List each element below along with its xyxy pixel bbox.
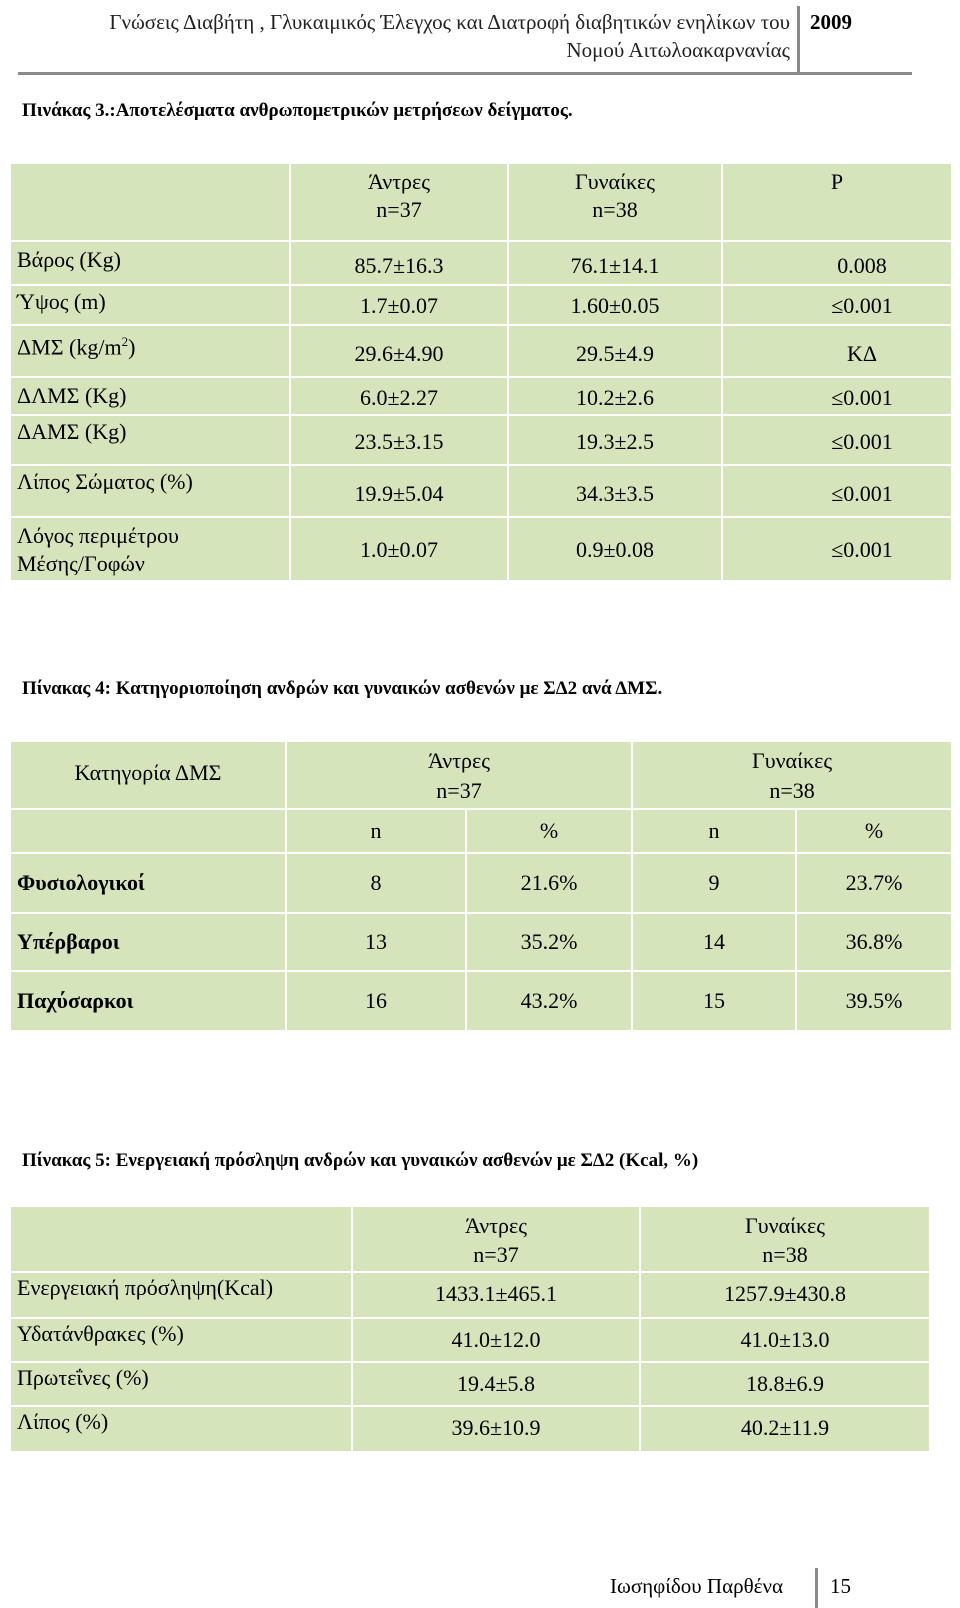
- cell-p: ≤0.001: [722, 465, 952, 517]
- table-header-empty: [10, 1206, 352, 1272]
- table-row: [10, 517, 952, 581]
- cell-women-pct: 39.5%: [796, 971, 952, 1031]
- col-header-category: Κατηγορία ΔΜΣ: [10, 741, 286, 809]
- cell-men: 6.0±2.27: [290, 377, 508, 415]
- col-header-men: [290, 163, 508, 241]
- subheader-men-pct: %: [466, 809, 632, 853]
- cell-men-n: 16: [286, 971, 466, 1031]
- table-row: [10, 325, 952, 377]
- row-label: Φυσιολογικοί: [10, 853, 286, 913]
- row-label: Λίπος Σώματος (%): [10, 465, 290, 517]
- cell-men-n: 13: [286, 913, 466, 971]
- cell-p: ΚΔ: [722, 325, 952, 377]
- header-title-line2: Νομού Αιτωλοακαρνανίας: [566, 38, 790, 62]
- cell-women: 1257.9±430.8: [640, 1272, 930, 1318]
- table-row: [10, 285, 952, 325]
- cell-women: 0.9±0.08: [508, 517, 722, 581]
- cell-women-pct: 23.7%: [796, 853, 952, 913]
- table-row: [10, 913, 952, 971]
- col-header-men-label: Άντρες: [428, 748, 490, 773]
- cell-women: 34.3±3.5: [508, 465, 722, 517]
- row-label: Λίπος (%): [10, 1406, 352, 1452]
- table3: [9, 162, 953, 582]
- cell-women: 41.0±13.0: [640, 1318, 930, 1362]
- footer-author: Ιωσηφίδου Παρθένα: [610, 1574, 783, 1598]
- table-subheader-row: [10, 809, 952, 853]
- cell-p: ≤0.001: [722, 415, 952, 465]
- cell-women-n: 14: [632, 913, 796, 971]
- row-label: Υπέρβαροι: [10, 913, 286, 971]
- table-row: [10, 465, 952, 517]
- cell-men: 29.6±4.90: [290, 325, 508, 377]
- col-header-men-n: n=37: [436, 778, 482, 803]
- col-header-women: [632, 741, 952, 809]
- cell-men: 1.0±0.07: [290, 517, 508, 581]
- table-row: [10, 1362, 930, 1406]
- table-header-row: [10, 741, 952, 809]
- col-header-women-n: n=38: [769, 778, 815, 803]
- col-header-men-n: n=37: [473, 1242, 519, 1267]
- cell-men: 23.5±3.15: [290, 415, 508, 465]
- table-header-row: [10, 1206, 930, 1272]
- cell-women: 10.2±2.6: [508, 377, 722, 415]
- cell-women: 1.60±0.05: [508, 285, 722, 325]
- col-header-men-label: Άντρες: [465, 1213, 527, 1238]
- col-header-men: [352, 1206, 640, 1272]
- cell-women: 19.3±2.5: [508, 415, 722, 465]
- subheader-men-n: n: [286, 809, 466, 853]
- row-label: Βάρος (Kg): [10, 241, 290, 285]
- table-row: [10, 1318, 930, 1362]
- col-header-women-n: n=38: [762, 1242, 808, 1267]
- col-header-women: [640, 1206, 930, 1272]
- cell-women-pct: 36.8%: [796, 913, 952, 971]
- cell-men: 41.0±12.0: [352, 1318, 640, 1362]
- table-header-row: [10, 163, 952, 241]
- col-header-p: P: [722, 163, 952, 241]
- row-label-line1: Λόγος περιμέτρου: [17, 523, 179, 548]
- row-label: ΔΑΜΣ (Kg): [10, 415, 290, 465]
- table5-caption: Πίνακας 5: Ενεργειακή πρόσληψη ανδρών και γυναικών ασθενών με ΣΔ2 (Kcal, %): [22, 1150, 699, 1171]
- col-header-women-label: Γυναίκες: [574, 169, 656, 194]
- table-header-empty: [10, 163, 290, 241]
- row-label: [10, 325, 290, 377]
- cell-men: 85.7±16.3: [290, 241, 508, 285]
- cell-p: ≤0.001: [722, 517, 952, 581]
- row-label-line2: Μέσης/Γοφών: [17, 551, 145, 576]
- col-header-women-label: Γυναίκες: [744, 1213, 826, 1238]
- subheader-women-pct: %: [796, 809, 952, 853]
- col-header-men: [286, 741, 632, 809]
- cell-p: ≤0.001: [722, 285, 952, 325]
- cell-p: ≤0.001: [722, 377, 952, 415]
- table4-caption: Πίνακας 4: Κατηγοριοποίηση ανδρών και γυναικών ασθενών με ΣΔ2 ανά ΔΜΣ.: [22, 678, 663, 699]
- row-label-sup: 2: [121, 334, 129, 349]
- subheader-empty: [10, 809, 286, 853]
- subheader-women-n: n: [632, 809, 796, 853]
- row-label: Ενεργειακή πρόσληψη(Kcal): [10, 1272, 352, 1318]
- cell-women: 40.2±11.9: [640, 1406, 930, 1452]
- table3-caption: Πινάκας 3.:Αποτελέσματα ανθρωπομετρικών μετρήσεων δείγματος.: [22, 100, 573, 121]
- footer-divider: [815, 1568, 818, 1608]
- table-row: [10, 1272, 930, 1318]
- cell-men: 1433.1±465.1: [352, 1272, 640, 1318]
- row-label: Πρωτεΐνες (%): [10, 1362, 352, 1406]
- row-label: Παχύσαρκοι: [10, 971, 286, 1031]
- cell-men-pct: 21.6%: [466, 853, 632, 913]
- table5: [9, 1205, 931, 1453]
- col-header-women-n: n=38: [592, 197, 638, 222]
- table-row: [10, 415, 952, 465]
- cell-men-pct: 43.2%: [466, 971, 632, 1031]
- cell-men-n: 8: [286, 853, 466, 913]
- cell-men: 19.9±5.04: [290, 465, 508, 517]
- cell-women: 18.8±6.9: [640, 1362, 930, 1406]
- cell-men: 1.7±0.07: [290, 285, 508, 325]
- cell-women-n: 9: [632, 853, 796, 913]
- cell-women-n: 15: [632, 971, 796, 1031]
- col-header-women-label: Γυναίκες: [752, 748, 833, 773]
- row-label: ΔΛΜΣ (Kg): [10, 377, 290, 415]
- cell-p: 0.008: [722, 241, 952, 285]
- col-header-men-n: n=37: [376, 197, 422, 222]
- row-label: [10, 517, 290, 581]
- cell-men: 19.4±5.8: [352, 1362, 640, 1406]
- table-row: [10, 853, 952, 913]
- page-number: 15: [830, 1574, 851, 1598]
- col-header-men-label: Άντρες: [368, 169, 430, 194]
- row-label-text: ΔΜΣ (kg/m: [17, 334, 122, 360]
- table4: [9, 740, 953, 1032]
- table-row: [10, 241, 952, 285]
- cell-women: 76.1±14.1: [508, 241, 722, 285]
- col-header-women: [508, 163, 722, 241]
- header-divider-vertical: [797, 6, 800, 72]
- header-title-line1: Γνώσεις Διαβήτη , Γλυκαιμικός Έλεγχος και Διατροφή διαβητικών ενηλίκων του: [109, 10, 790, 34]
- table-row: [10, 971, 952, 1031]
- row-label: Υδατάνθρακες (%): [10, 1318, 352, 1362]
- cell-men: 39.6±10.9: [352, 1406, 640, 1452]
- cell-women: 29.5±4.9: [508, 325, 722, 377]
- row-label: Ύψος (m): [10, 285, 290, 325]
- table-row: [10, 377, 952, 415]
- header-divider-horizontal: [18, 72, 912, 75]
- table-row: [10, 1406, 930, 1452]
- header-year: 2009: [810, 10, 852, 34]
- page-header-title: [20, 8, 790, 64]
- row-label-end: ): [128, 334, 136, 360]
- cell-men-pct: 35.2%: [466, 913, 632, 971]
